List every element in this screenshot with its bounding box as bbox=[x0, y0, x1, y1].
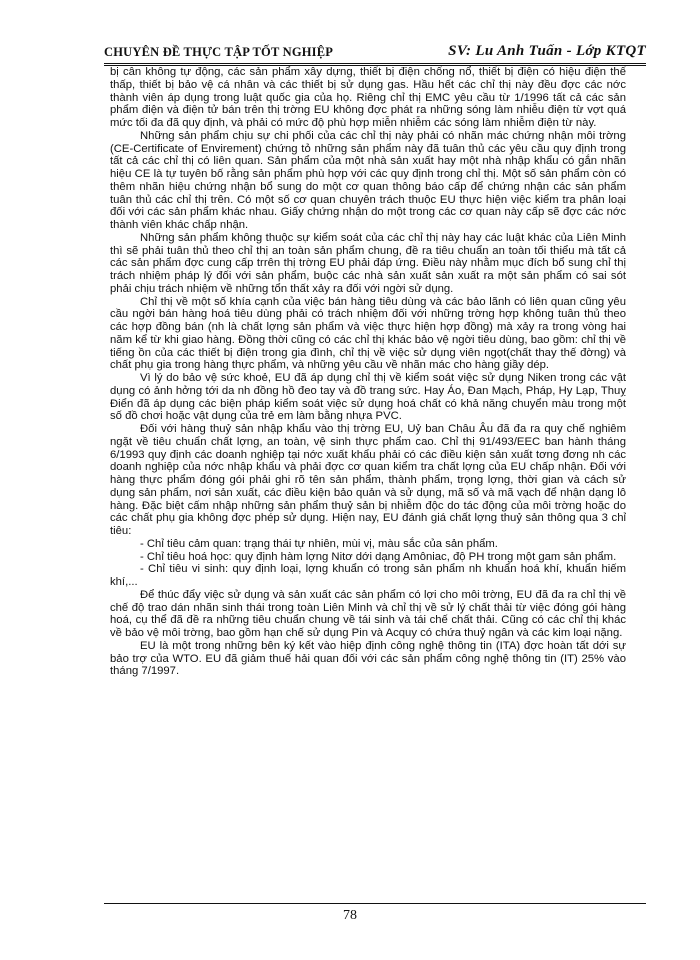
paragraph: Vì lý do bảo vệ sức khoẻ, EU đã áp dụng chỉ thị về kiểm soát việc sử dụng Niken trong các vật dụng có ảnh hởng tới da nh đồng hồ đeo tay và đồ trang sức. Hay Áo, Đan Mạch, Pháp, Hy Lạp, Thuỵ Điển đã áp dụng các biện pháp kiểm soát việc sử dụng hoá chất có khả năng chuyển màu trong một số đồ chơi hoặc vật dụng của trẻ em làm bằng nhựa PVC. bbox=[110, 372, 626, 423]
page-number: 78 bbox=[343, 908, 357, 923]
author-line: SV: Lu Anh Tuấn - Lớp KTQT bbox=[448, 43, 646, 59]
paragraph: bị cân không tự động, các sản phẩm xây dựng, thiết bị điện chống nổ, thiết bị điện có hiệu điện thế thấp, thiết bị bảo vệ cá nhân và các thiết bị sử dụng gas. Hầu hết các chỉ thị này đều đợc các nớc thành viên áp dụng trong luật quốc gia của họ. Riêng chỉ thị EMC yêu cầu từ 1/1996 tất cả các sản phẩm điện và điện tử bán trên thị trờng EU không đợc phát ra những sóng làm nhiễu điện từ vợt quá mức tối đa đã quy định, và phải có mức độ phù hợp miễn nhiễm các sóng làm nhiễm điện từ này. bbox=[110, 66, 626, 129]
paragraph: EU là một trong những bên ký kết vào hiệp định công nghệ thông tin (ITA) đợc hoàn tất dới sự bảo trợ của WTO. EU đã giảm thuế hải quan đối với các sản phẩm công nghệ thông tin (IT) 25% vào tháng 7/1997. bbox=[110, 639, 626, 678]
footer-divider bbox=[104, 903, 646, 904]
paragraph: Những sản phẩm không thuộc sự kiểm soát của các chỉ thị này hay các luật khác của Liên Minh thì sẽ phải tuân thủ theo chỉ thị an toàn sản phẩm chung, đề ra tiêu chuẩn an toàn tối thiểu mà tất cả các sản phẩm đợc cung cấp trrên thị trờng EU phải đáp ứng. Điều này nhằm mục đích bổ sung chỉ thị trách nhiệm pháp lý đối với sản phẩm, buộc các nhà sản xuất sản xuất ra một sản phẩm có sai sót phải chịu trách nhiệm về những tổn thất xảy ra đối với ngời sử dụng. bbox=[110, 231, 626, 295]
body-text bbox=[110, 66, 626, 678]
document-title: CHUYÊN ĐỀ THỰC TẬP TỐT NGHIỆP bbox=[104, 45, 334, 59]
list-item: - Chỉ tiêu hoá học: quy định hàm lợng Nitơ dới dạng Amôniac, độ PH trong một gam sản phẩm. bbox=[140, 550, 617, 563]
paragraph: Những sản phẩm chịu sự chi phối của các chỉ thị này phải có nhãn mác chứng nhận môi trờng (CE-Certificate of Envirement) chứng tỏ những sản phẩm này đã tuân thủ các yêu cầu quy định trong tất cả các chỉ thị có liên quan. Sản phẩm của một nhà sản xuất hay một nhà nhập khẩu có gắn nhãn hiệu CE là tự tuyên bố rằng sản phẩm phù hợp với các quy định trong chỉ thị. Một số sản phẩm còn có thêm nhãn hiệu chứng nhận bổ sung do một cơ quan thông báo cấp để chứng nhận các sản phẩm tuân thủ các chỉ thị trên. Có một số cơ quan chuyên trách thuộc EU thực hiện việc kiểm tra phân loại đối với các sản phẩm khác nhau. Giấy chứng nhận do một trong các cơ quan này cấp sẽ đợc các nớc thành viên khác chấp nhận. bbox=[110, 129, 626, 231]
paragraph: Đối với hàng thuỷ sản nhập khẩu vào thị trờng EU, Uỷ ban Châu Âu đã đa ra quy chế nghiêm ngặt về tiêu chuẩn chất lợng, an toàn, vệ sinh thực phẩm cao. Chỉ thị 91/493/EEC ban hành tháng 6/1993 quy định các doanh nghiệp tại nớc xuất khẩu phải có các điều kiện sản xuất tơng đơng nh các doanh nghiệp của nớc nhập khẩu và phải đợc cơ quan kiểm tra chất lợng của EU chấp nhận. Đối với hàng thực phẩm đóng gói phải ghi rõ tên sản phẩm, thành phẩm, trọng lợng, thời gian và cách sử dụng sản phẩm, nơi sản xuất, các điều kiện bảo quản và sử dụng, mã số và mã vạch để nhận dạng lô hàng. Đặc biệt cấm nhập những sản phẩm thuỷ sản bị nhiễm độc do tác động của môi trờng hoặc do các chất phụ gia không đợc phép sử dụng. Hiện nay, EU đánh giá chất lợng thuỷ sản thông qua 3 chỉ tiêu: bbox=[110, 423, 626, 537]
page-header bbox=[104, 38, 646, 66]
paragraph: Chỉ thị về một số khía cạnh của việc bán hàng tiêu dùng và các bảo lãnh có liên quan cũng yêu cầu ngời bán hàng hoá tiêu dùng phải có trách nhiệm đối với những trờng hợp không tuân thủ theo các hợp đồng bán (nh là chất lợng sản phẩm và việc thực hiện hợp đồng) mà xảy ra trong vòng hai năm kể từ khi giao hàng. Đồng thời cũng có các chỉ thị khác bảo vệ ngời tiêu dùng, bao gồm: chỉ thị về tiếng ồn của các thiết bị điện trong gia đình, chỉ thị về việc sử dụng viên ngọt(chất thay thế đờng) và chất phụ gia trong hàng thực phẩm, và những yêu cầu về nhãn mác cho hàng giầy dép. bbox=[110, 295, 626, 372]
list-item: - Chỉ tiêu cảm quan: trạng thái tự nhiên, mùi vị, màu sắc của sản phẩm. bbox=[140, 537, 498, 550]
paragraph: Để thúc đẩy việc sử dụng và sản xuất các sản phẩm có lợi cho môi trờng, EU đã đa ra chỉ thị về chế độ trao dán nhãn sinh thái trong toàn Liên Minh và chỉ thị về sử lý chất thải từ việc đóng gói hàng hoá, cụ thể đã đề ra những tiêu chuẩn chung về tái sinh và tái chế chất thải. Cũng có các chỉ thị khác về bảo vệ môi trờng, bao gồm hạn chế sử dụng Pin và Acquy có chứa thuỷ ngân và các kim loại nặng. bbox=[110, 588, 626, 639]
list-item: - Chỉ tiêu vi sinh: quy định loại, lợng khuẩn có trong sản phẩm nh khuẩn hoá khí, khuẩn hiếm khí,... bbox=[110, 563, 626, 588]
